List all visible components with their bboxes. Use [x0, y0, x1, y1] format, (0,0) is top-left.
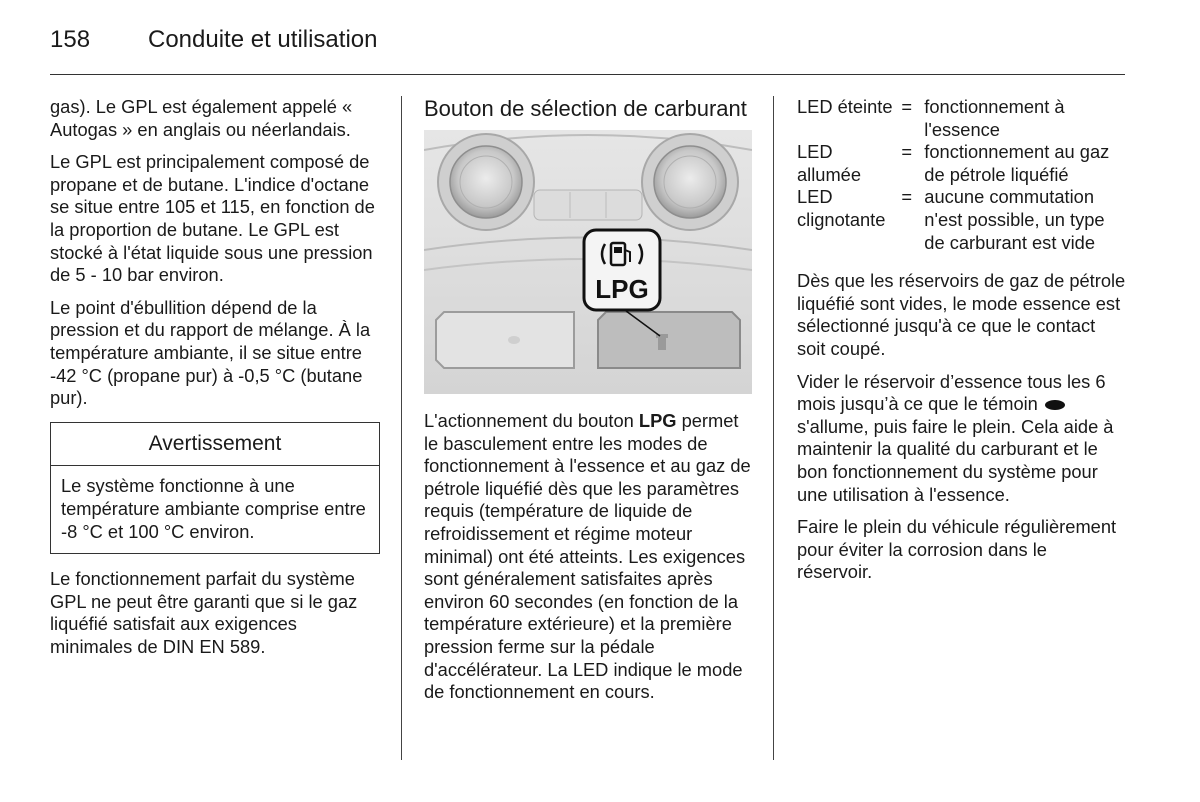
- warning-text: Le système fonctionne à une température ambiante comprise entre -8 °C et 100 °C environ.: [61, 475, 366, 542]
- led-state: LED clignotante: [797, 186, 886, 230]
- bold-term: LPG: [638, 410, 677, 431]
- table-row: [797, 96, 1127, 141]
- section-heading: Bouton de sélection de carburant: [424, 96, 747, 121]
- warning-title: Avertissement: [51, 423, 379, 467]
- page-number: 158: [50, 26, 91, 53]
- warning-box: [50, 422, 380, 554]
- paragraph: Le fonctionnement parfait du système GPL ne peut être garanti que si le gaz liquéfié satisfait aux exigences minimales de DIN EN 589.: [50, 568, 358, 657]
- led-state: LED éteinte: [797, 96, 893, 117]
- lpg-callout: [584, 230, 660, 310]
- right-knob-icon: [642, 134, 738, 230]
- equals-sign: =: [901, 141, 913, 163]
- paragraph: gas). Le GPL est également appelé « Autogas » en anglais ou néerlandais.: [50, 96, 353, 140]
- paragraph: Le GPL est principalement composé de propane et de butane. L'indice d'octane se situe entre 105 et 115, en fonction de la proportion de butane. Le GPL est stocké à l'état liquide sous une pression de 5 - 10 bar environ.: [50, 151, 375, 286]
- paragraph: Le point d'ébullition dépend de la pression et du rapport de mélange. À la température ambiante, il se situe entre -42 °C (propane pur) à -0,5 °C (butane pur).: [50, 296, 371, 409]
- paragraph: Dès que les réservoirs de gaz de pétrole liquéfié sont vides, le mode essence est sélectionné jusqu'à ce que le contact soit coupé.: [797, 270, 1126, 359]
- left-lower-button: [436, 312, 574, 368]
- column-1: [50, 96, 380, 668]
- paragraph: Faire le plein du véhicule régulièrement pour éviter la corrosion dans le réservoir.: [797, 516, 1117, 583]
- led-meaning: fonctionnement à l'essence: [924, 96, 1065, 140]
- led-state: LED allumée: [797, 141, 862, 185]
- column-divider-2: [773, 96, 774, 760]
- column-divider-1: [401, 96, 402, 760]
- left-knob-icon: [438, 134, 534, 230]
- lpg-button: [598, 312, 740, 368]
- table-row: [797, 186, 1127, 254]
- equals-sign: =: [901, 96, 913, 117]
- page-title: Conduite et utilisation: [148, 26, 378, 53]
- text-span: permet le basculement entre les modes de fonctionnement à l'essence et au gaz de pétrole liquéfié dès que les paramètres requis (température de liquide de refroidissement et régime moteur minimal) ont été atteints. Les exigences sont généralement satisfaites après environ 60 secondes (en fonction de la température extérieure) et la première pression ferme sur la pédale d'accélérateur. La LED indique le mode de fonctionnement en cours.: [424, 410, 751, 703]
- text-span: s'allume, puis faire le plein. Cela aide à maintenir la qualité du carburant et le bon fonctionnement du système pour une utilisation à l'essence.: [797, 415, 1114, 505]
- led-meaning: fonctionnement au gaz de pétrole liquéfié: [924, 141, 1110, 185]
- led-status-table: [797, 96, 1127, 254]
- text-span: Vider le réservoir d’essence tous les 6 mois jusqu’à ce que le témoin: [797, 370, 1106, 415]
- paragraph: [424, 410, 754, 704]
- lpg-button-figure: [424, 130, 752, 394]
- header-rule: [50, 74, 1125, 75]
- text-span: L'actionnement du bouton: [424, 410, 639, 431]
- column-2: [424, 96, 754, 714]
- lpg-label: LPG: [595, 274, 649, 304]
- led-meaning: aucune commutation n'est possible, un type de carburant est vide: [924, 186, 1105, 253]
- table-row: [797, 141, 1127, 186]
- paragraph: [797, 371, 1127, 507]
- equals-sign: =: [901, 186, 913, 208]
- fuel-warning-indicator-icon: [1045, 400, 1065, 410]
- column-3: [797, 96, 1127, 594]
